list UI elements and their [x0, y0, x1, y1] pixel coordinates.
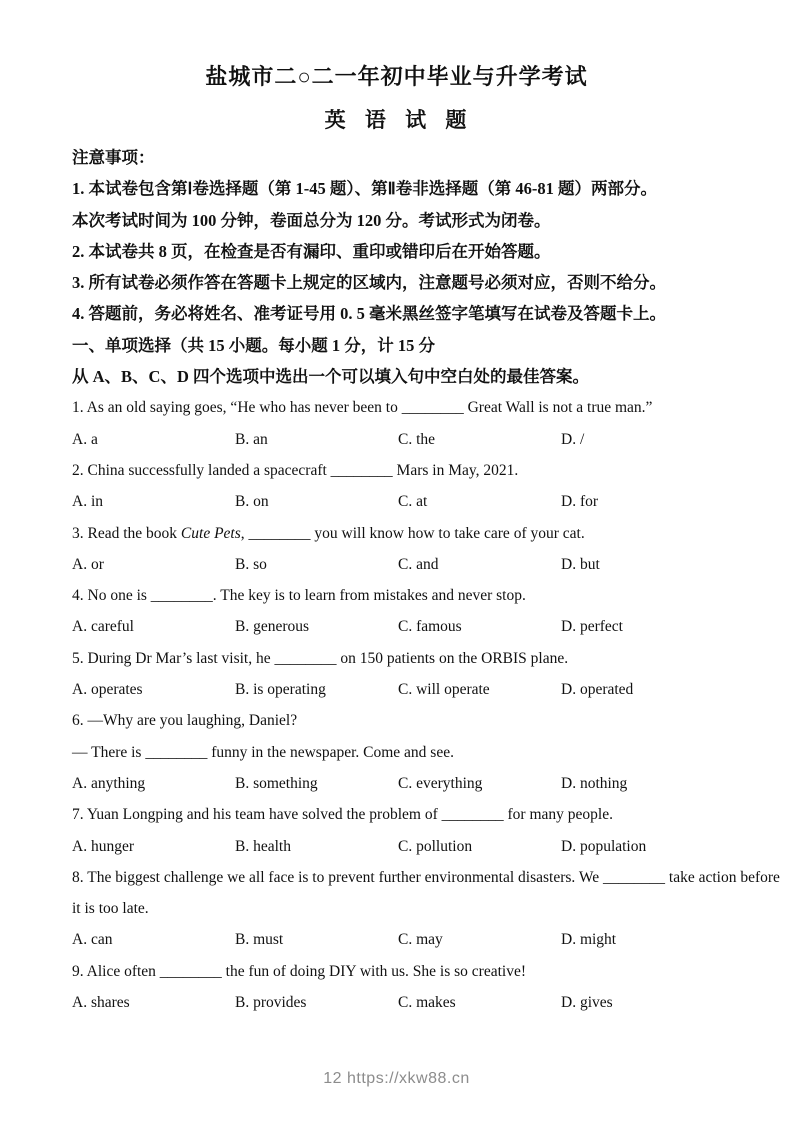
- option: C. will operate: [398, 681, 490, 699]
- question-text-segment: 6. —Why are you laughing, Daniel?: [72, 712, 298, 730]
- question-2-text: [72, 455, 753, 486]
- option: D. might: [561, 931, 617, 949]
- doc-title: 盐城市二○二一年初中毕业与升学考试: [205, 64, 588, 89]
- option: B. on: [235, 493, 269, 511]
- option: A. can: [72, 931, 113, 949]
- question-5-text: [72, 643, 753, 674]
- option: C. and: [398, 555, 439, 573]
- option: C. at: [398, 493, 428, 511]
- question-8-options: [72, 924, 753, 955]
- footer-watermark: 12 https://xkw88.cn: [323, 1070, 470, 1087]
- notes-heading: 注意事项：: [72, 148, 155, 167]
- question-7-text: [72, 799, 753, 830]
- option: B. is operating: [235, 681, 326, 699]
- question-text-segment: 7. Yuan Longping and his team have solved the problem of ________ for many people.: [72, 806, 613, 824]
- question-9-options: [72, 987, 753, 1018]
- question-4-options: [72, 611, 753, 642]
- question-8-text: [72, 862, 780, 893]
- note-line-3: 3. 所有试卷必须作答在答题卡上规定的区域内，注意题号必须对应，否则不给分。: [72, 273, 666, 293]
- question-6-text: [72, 705, 753, 736]
- question-1-options: [72, 424, 753, 455]
- option: D. population: [561, 837, 647, 855]
- option: C. makes: [398, 994, 456, 1012]
- option: B. health: [235, 837, 291, 855]
- option: D. but: [561, 555, 600, 573]
- section-instruction: 从 A、B、C、D 四个选项中选出一个可以填入句中空白处的最佳答案。: [72, 367, 590, 387]
- option: B. an: [235, 430, 268, 448]
- question-text-segment: 2. China successfully landed a spacecraft ________ Mars in May, 2021.: [72, 461, 519, 479]
- question-9-text: [72, 956, 753, 987]
- option: C. pollution: [398, 837, 473, 855]
- question-text-segment: 1. As an old saying goes, “He who has never been to ________ Great Wall is not a true man.”: [72, 399, 653, 417]
- question-1-text: [72, 392, 753, 423]
- option: C. the: [398, 430, 436, 448]
- doc-content: [72, 142, 780, 1018]
- option: A. operates: [72, 681, 143, 699]
- section-heading: 一、单项选择（共 15 小题。每小题 1 分，计 15 分: [72, 335, 435, 355]
- question-text-segment: , ________ you will know how to take care of your cat.: [240, 524, 585, 542]
- question-text-segment: 8. The biggest challenge we all face is to prevent further environmental disasters. We ________ take action before: [72, 868, 780, 886]
- question-text-segment: 9. Alice often ________ the fun of doing DIY with us. She is so creative!: [72, 962, 527, 980]
- question-text-segment: — There is ________ funny in the newspaper. Come and see.: [72, 743, 454, 761]
- note-line-1b: 本次考试时间为 100 分钟，卷面总分为 120 分。考试形式为闭卷。: [72, 210, 551, 230]
- option: D. perfect: [561, 618, 623, 636]
- question-text-italic: Cute Pets: [180, 524, 241, 542]
- doc-subtitle: 英 语 试 题: [324, 108, 469, 132]
- question-3-options: [72, 549, 753, 580]
- option: C. famous: [398, 618, 462, 636]
- option: A. anything: [72, 774, 146, 792]
- option: C. may: [398, 931, 443, 949]
- question-4-text: [72, 580, 753, 611]
- option: B. must: [235, 931, 284, 949]
- option: D. operated: [561, 681, 634, 699]
- question-text-segment: 4. No one is ________. The key is to learn from mistakes and never stop.: [72, 587, 526, 605]
- option: A. in: [72, 493, 103, 511]
- question-5-options: [72, 674, 753, 705]
- note-line-1: 1. 本试卷包含第Ⅰ卷选择题（第 1-45 题）、第Ⅱ卷非选择题（第 46-81 题）两部分。: [72, 179, 657, 199]
- question-6-options: [72, 768, 753, 799]
- question-2-options: [72, 486, 753, 517]
- note-line-4: 4. 答题前，务必将姓名、准考证号用 0. 5 毫米黑丝签字笔填写在试卷及答题卡上。: [72, 304, 666, 324]
- option: A. a: [72, 430, 98, 448]
- question-3-text: [72, 518, 753, 549]
- option: B. generous: [235, 618, 310, 636]
- question-text-segment: it is too late.: [72, 900, 149, 918]
- option: A. or: [72, 555, 104, 573]
- option: B. provides: [235, 994, 307, 1012]
- question-text-segment: 3. Read the book: [72, 524, 181, 542]
- option: D. nothing: [561, 774, 628, 792]
- option: D. gives: [561, 994, 613, 1012]
- option: B. so: [235, 555, 267, 573]
- question-text-segment: 5. During Dr Mar’s last visit, he ________ on 150 patients on the ORBIS plane.: [72, 649, 569, 667]
- option: D. for: [561, 493, 599, 511]
- option: B. something: [235, 774, 318, 792]
- note-line-2: 2. 本试卷共 8 页，在检查是否有漏印、重印或错印后在开始答题。: [72, 241, 551, 261]
- option: A. hunger: [72, 837, 134, 855]
- questions: [72, 392, 780, 1018]
- option: C. everything: [398, 774, 483, 792]
- option: A. careful: [72, 618, 134, 636]
- question-6-text: [72, 737, 753, 768]
- question-8-text: [72, 893, 753, 924]
- question-7-options: [72, 831, 753, 862]
- option: A. shares: [72, 994, 130, 1012]
- option: D. /: [561, 430, 585, 448]
